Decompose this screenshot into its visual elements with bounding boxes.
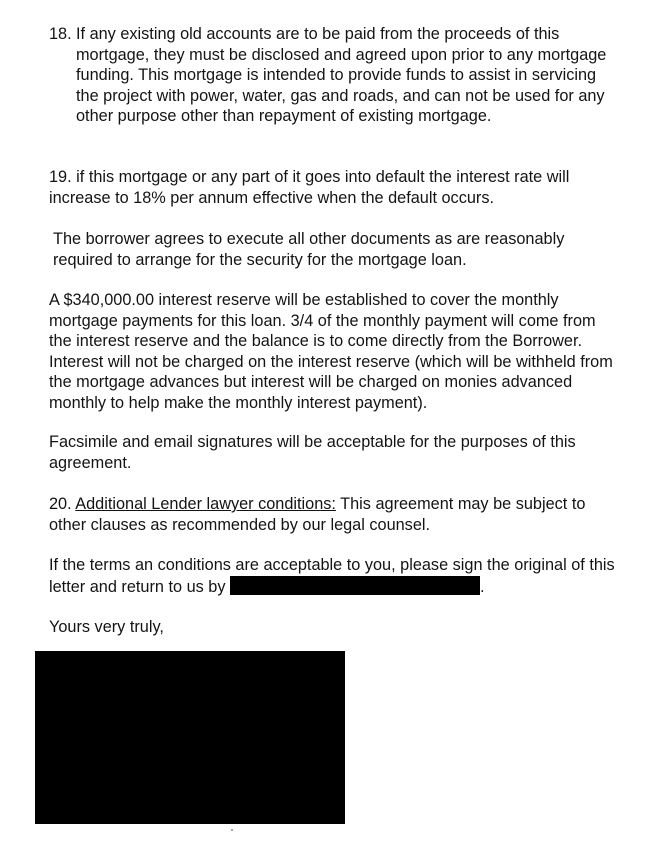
interest-reserve-paragraph: A $340,000.00 interest reserve will be established to cover the monthly mortgage payments for this loan. 3/4 of the monthly payment will come from the interest reserve and the balance is to come directly from the Borrower. Interest will not be charged on the interest reserve (which will be withheld from the mortgage advances but interest will be charged on monies advanced monthly to help make the monthly interest payment). bbox=[49, 291, 613, 412]
signature-redaction bbox=[35, 651, 345, 824]
closing-salutation: Yours very truly, bbox=[49, 618, 164, 636]
borrower-paragraph: The borrower agrees to execute all other documents as are reasonably required to arrange for the security for the mortgage loan. bbox=[53, 230, 565, 269]
clause-18-text: If any existing old accounts are to be paid from the proceeds of this mortgage, they must be disclosed and agreed upon prior to any mortgage funding. This mortgage is intended to provide funds to assist in servicing the project with power, water, gas and roads, and can not be used for any other purpose other than repayment of existing mortgage. bbox=[76, 25, 607, 125]
facsimile-paragraph: Facsimile and email signatures will be acceptable for the purposes of this agreement. bbox=[49, 433, 576, 472]
clause-20-text: This agreement may be subject to other clauses as recommended by our legal counsel. bbox=[49, 495, 586, 534]
clause-18-number: 18. bbox=[49, 25, 72, 43]
date-redaction bbox=[230, 576, 480, 595]
clause-19 bbox=[49, 167, 609, 208]
terms-end-punctuation: . bbox=[480, 577, 485, 596]
clause-19-text: 19. if this mortgage or any part of it goes into default the interest rate will increase to 18% per annum effective when the default occurs. bbox=[49, 168, 570, 207]
scan-speck bbox=[231, 829, 233, 831]
terms-paragraph bbox=[49, 555, 619, 597]
clause-20-heading: Additional Lender lawyer conditions: bbox=[75, 495, 336, 513]
clause-20-number: 20. bbox=[49, 495, 72, 513]
terms-text: If the terms an conditions are acceptable to you, please sign the original of this letter and return to us by bbox=[49, 556, 615, 596]
clause-20 bbox=[49, 494, 619, 535]
clause-18 bbox=[49, 24, 609, 127]
